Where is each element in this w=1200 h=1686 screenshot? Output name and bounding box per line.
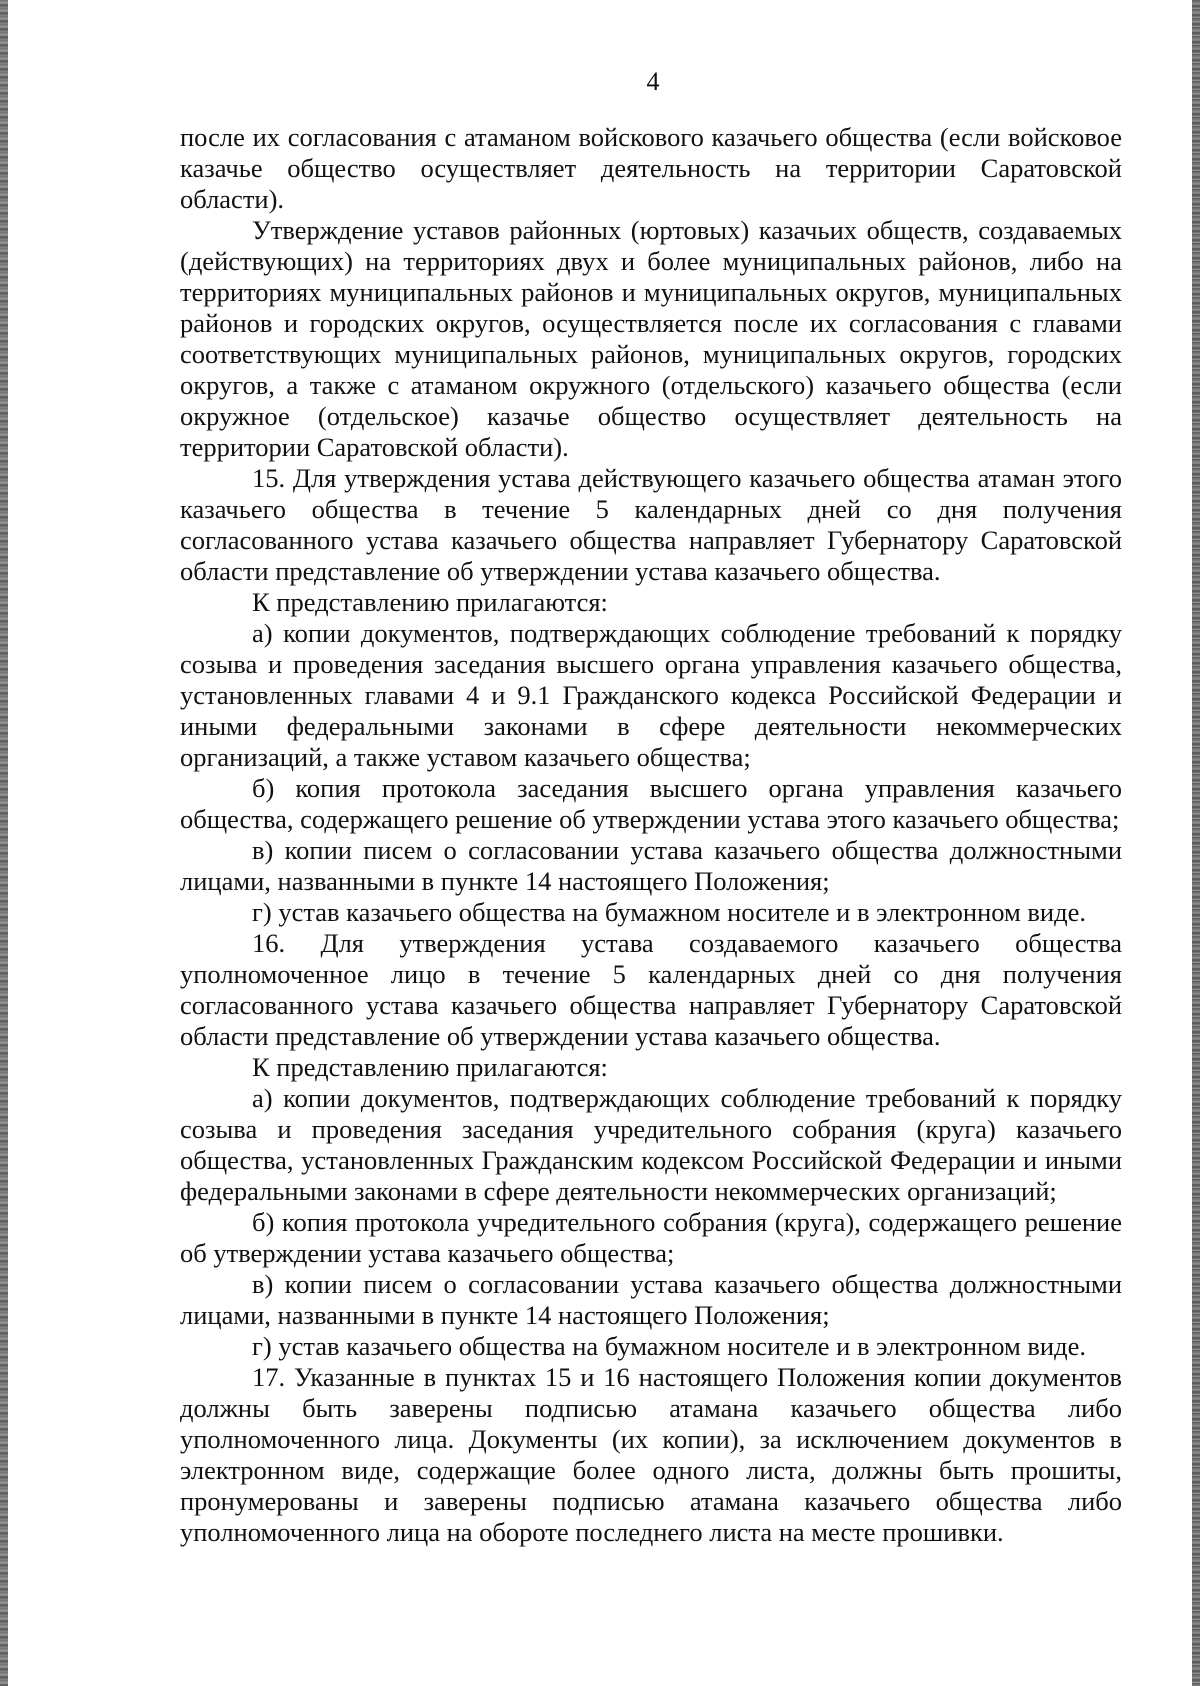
paragraph-item-16-a: а) копии документов, подтверждающих соблюдение требований к порядку созыва и проведения заседания учредительного собрания (круга) казачьего общества, установленных Гражданским кодексом Российской Федерации и иными федеральными законами в сфере деятельности некоммерческих организаций; bbox=[180, 1083, 1122, 1206]
scan-edge-left bbox=[0, 0, 8, 1686]
paragraph-attachments-heading: К представлению прилагаются: bbox=[252, 587, 608, 617]
paragraph-attachments-heading-2: К представлению прилагаются: bbox=[252, 1052, 608, 1082]
paragraph-item-16-b: б) копия протокола учредительного собрания (круга), содержащего решение об утверждении устава казачьего общества; bbox=[180, 1207, 1122, 1268]
paragraph-item-15: 15. Для утверждения устава действующего казачьего общества атаман этого казачьего общества в течение 5 календарных дней со дня получения согласованного устава казачьего общества направляет Губернатору Саратовской области представление об утверждении устава казачьего общества. bbox=[180, 463, 1122, 586]
paragraph-district-statutes: Утверждение уставов районных (юртовых) казачьих обществ, создаваемых (действующих) на территориях двух и более муниципальных районов, либо на территориях муниципальных районов и муниципальных округов, муниципальных районов и городских округов, осуществляется после их согласования с главами соответствующих муниципальных районов, муниципальных округов, городских округов, а также с атаманом окружного (отдельского) казачьего общества (если окружное (отдельское) казачье общество осуществляет деятельность на территории Саратовской области). bbox=[180, 215, 1122, 462]
paragraph-item-15-g: г) устав казачьего общества на бумажном носителе и в электронном виде. bbox=[252, 897, 1086, 927]
paragraph-item-15-b: б) копия протокола заседания высшего органа управления казачьего общества, содержащего решение об утверждении устава этого казачьего общества; bbox=[180, 773, 1122, 834]
paragraph-item-15-a: а) копии документов, подтверждающих соблюдение требований к порядку созыва и проведения заседания высшего органа управления казачьего общества, установленных главами 4 и 9.1 Гражданского кодекса Российской Федерации и иными федеральными законами в сфере деятельности некоммерческих организаций, а также уставом казачьего общества; bbox=[180, 618, 1122, 772]
paragraph-continuation: после их согласования с атаманом войскового казачьего общества (если войсковое казачье общество осуществляет деятельность на территории Саратовской области). bbox=[180, 122, 1122, 214]
document-page bbox=[180, 64, 1122, 1548]
paragraph-item-16: 16. Для утверждения устава создаваемого казачьего общества уполномоченное лицо в течение 5 календарных дней со дня получения согласованного устава казачьего общества направляет Губернатору Саратовской области представление об утверждении устава казачьего общества. bbox=[180, 928, 1122, 1051]
paragraph-item-15-v: в) копии писем о согласовании устава казачьего общества должностными лицами, названными в пункте 14 настоящего Положения; bbox=[180, 835, 1122, 896]
page-number: 4 bbox=[646, 67, 660, 96]
paragraph-item-17: 17. Указанные в пунктах 15 и 16 настоящего Положения копии документов должны быть заверены подписью атамана казачьего общества либо уполномоченного лица. Документы (их копии), за исключением документов в электронном виде, содержащие более одного листа, должны быть прошиты, пронумерованы и заверены подписью атамана казачьего общества либо уполномоченного лица на обороте последнего листа на месте прошивки. bbox=[180, 1362, 1122, 1547]
paragraph-item-16-v: в) копии писем о согласовании устава казачьего общества должностными лицами, названными в пункте 14 настоящего Положения; bbox=[180, 1269, 1122, 1330]
scan-edge-right bbox=[1192, 0, 1200, 1686]
paragraph-item-16-g: г) устав казачьего общества на бумажном носителе и в электронном виде. bbox=[252, 1331, 1086, 1361]
